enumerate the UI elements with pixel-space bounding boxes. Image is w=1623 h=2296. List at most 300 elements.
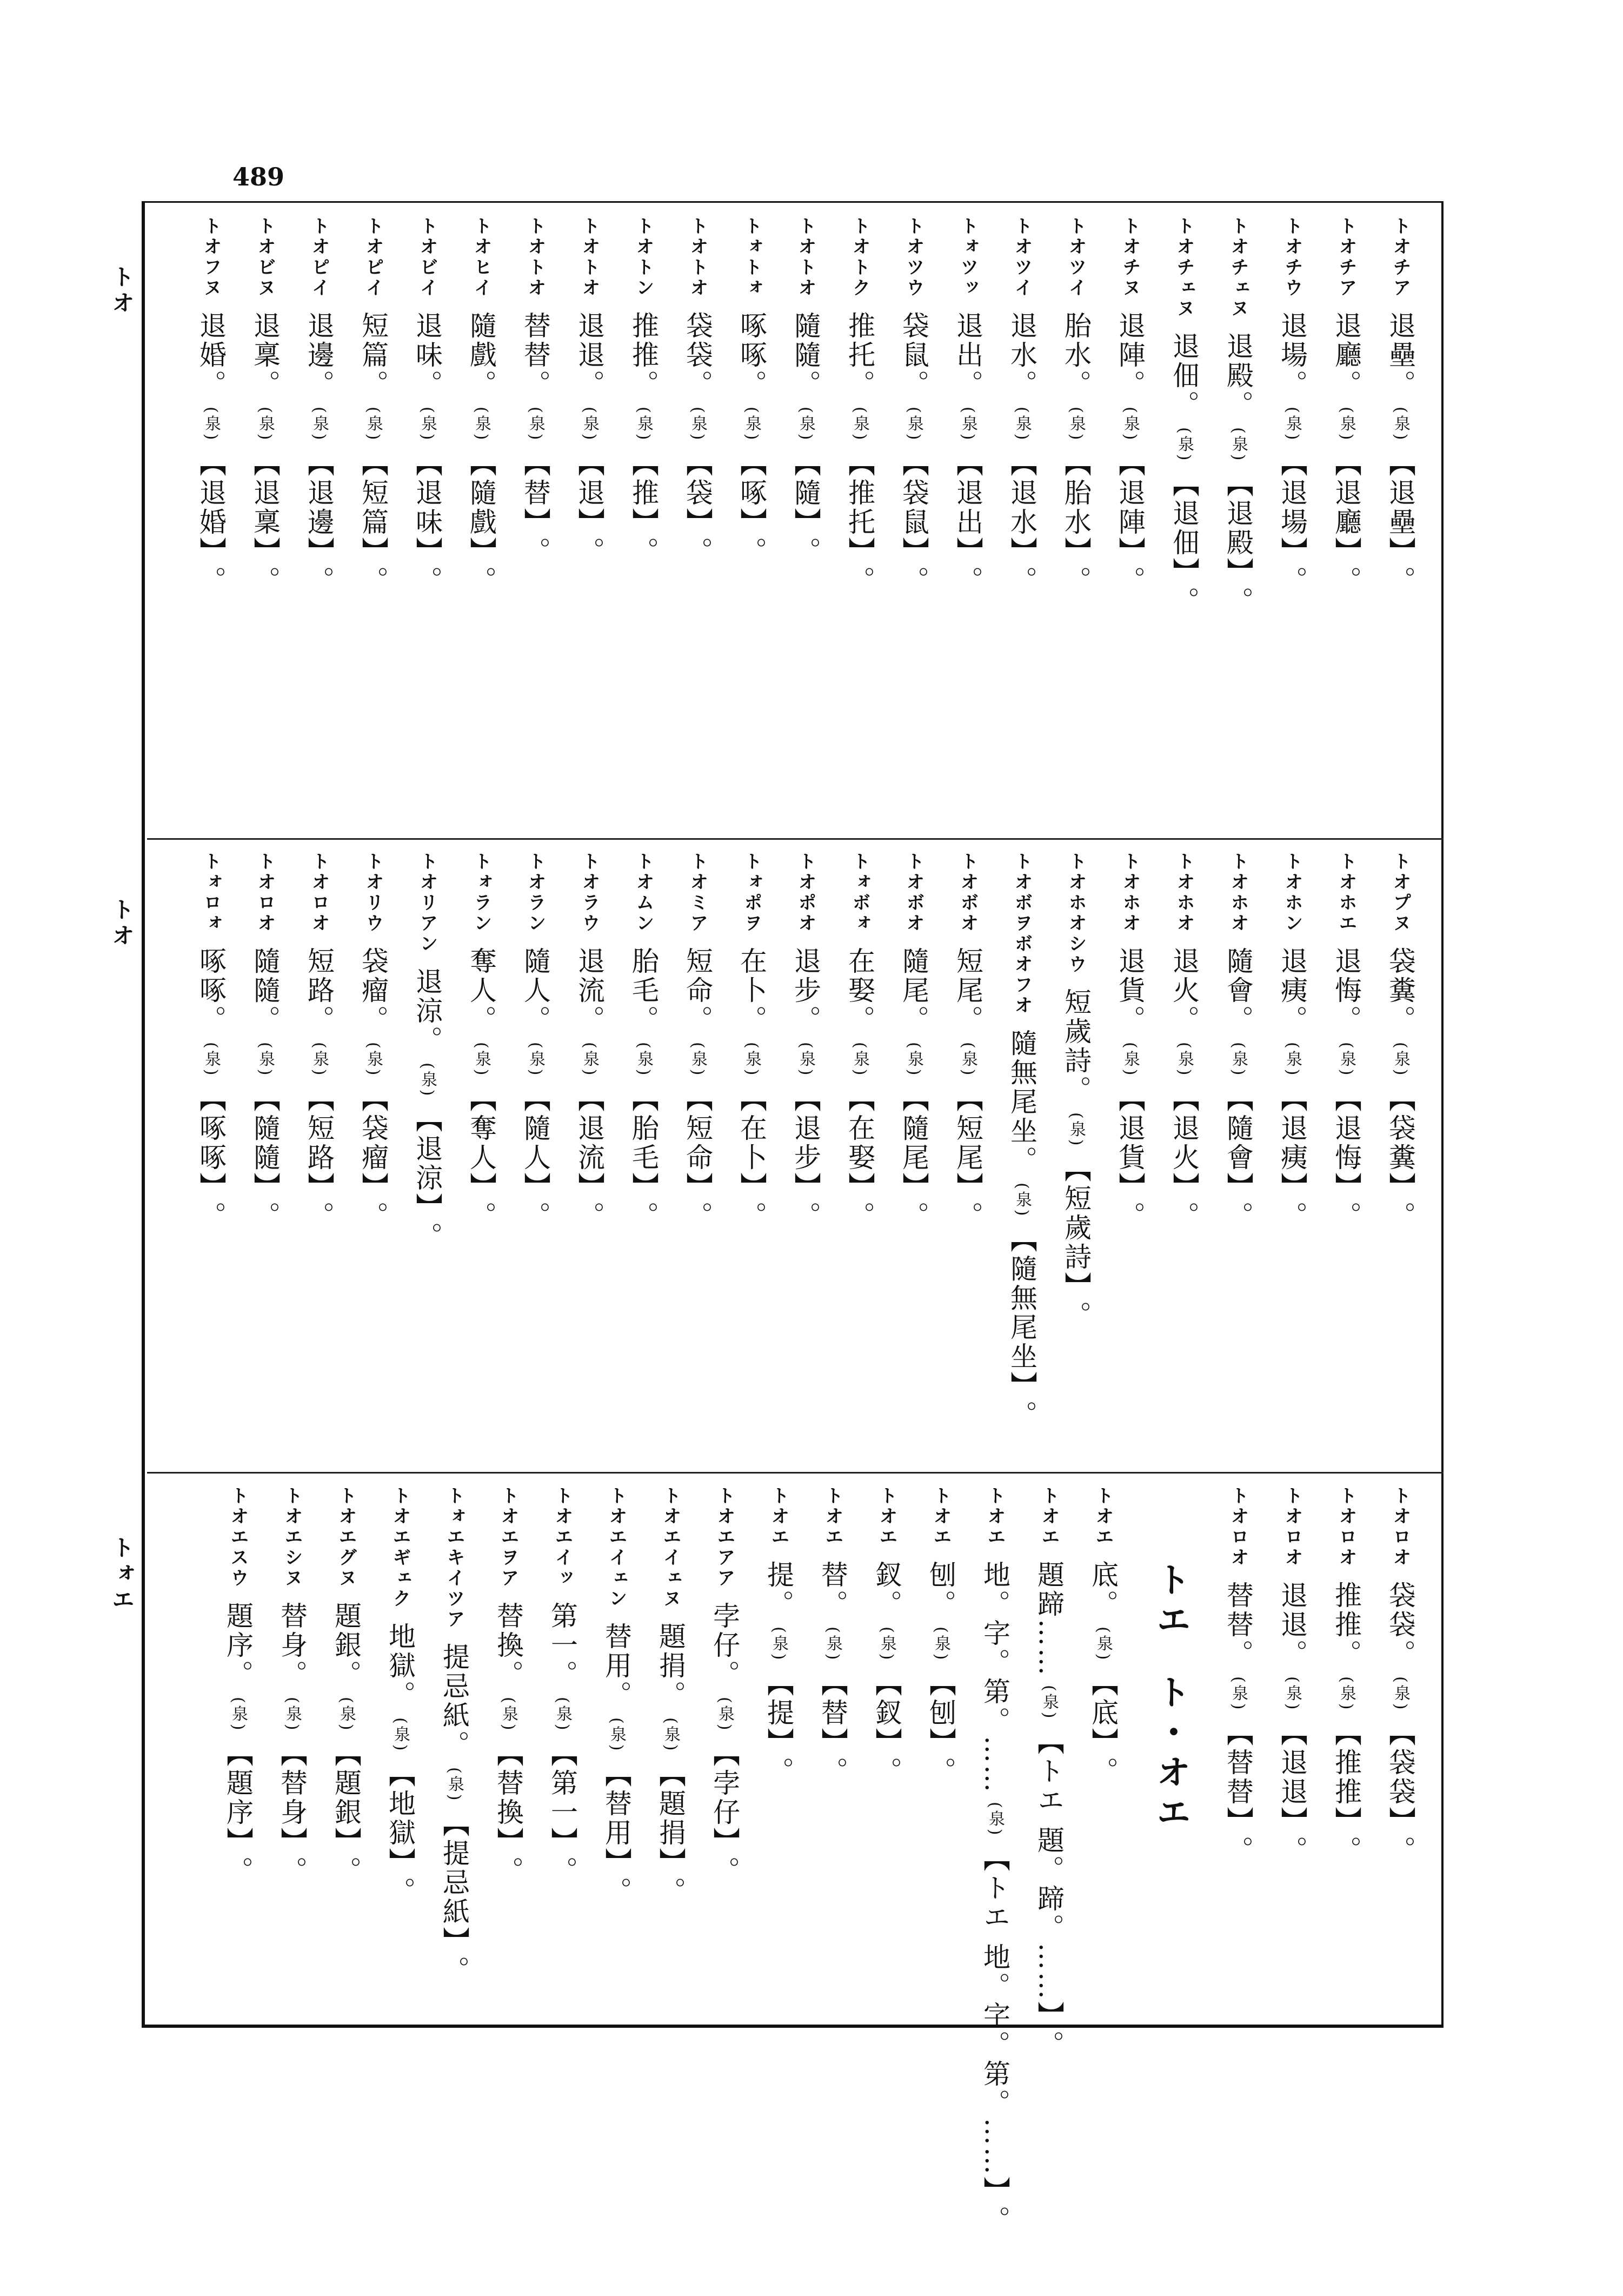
entry-source: (泉) xyxy=(1175,1042,1194,1078)
dictionary-entry xyxy=(481,1486,535,2021)
entry-terminator: 。 xyxy=(574,537,605,567)
entry-reading: トオエシヌ xyxy=(281,1486,303,1589)
entry-reference: 【 短命 】 xyxy=(670,1085,724,1202)
entry-source: (泉) xyxy=(1121,1042,1140,1078)
entry-source: (泉) xyxy=(742,407,761,442)
entry-source: (泉) xyxy=(1391,1042,1410,1078)
dictionary-entry xyxy=(1319,852,1373,1465)
entry-headword: 題銀。 xyxy=(330,1602,362,1689)
dictionary-entry xyxy=(562,216,616,822)
dictionary-entry xyxy=(1373,1486,1427,2021)
entry-headword: 短篇。 xyxy=(357,311,389,399)
entry-headword: 退佃。 xyxy=(1168,332,1200,420)
entry-terminator: 。 xyxy=(465,1202,497,1231)
entry-source: (泉) xyxy=(580,1042,599,1078)
entry-headword: 地。字。第。…… xyxy=(979,1561,1010,1794)
entry-reading: トオビイ xyxy=(416,216,438,298)
entry-reference: 【 釵 】 xyxy=(860,1669,914,1757)
entry-headword: 退涼。 xyxy=(411,967,443,1055)
dictionary-entry xyxy=(238,216,292,822)
entry-headword: 退步。 xyxy=(790,947,821,1034)
section-head-3: トォエ xyxy=(109,1536,135,1614)
dictionary-entry xyxy=(454,216,508,822)
entry-reference: 【 替身 】 xyxy=(265,1740,319,1856)
entry-source: (泉) xyxy=(202,1042,221,1078)
entry-terminator: 。 xyxy=(1006,566,1037,596)
entry-source: (泉) xyxy=(1283,1676,1302,1712)
entry-terminator: 。 xyxy=(790,537,821,567)
entry-terminator: 。 xyxy=(628,537,659,567)
entry-headword: 推推。 xyxy=(628,311,659,399)
dictionary-entry xyxy=(427,1486,481,2021)
entry-headword: 隨無尾坐。 xyxy=(1006,1029,1037,1175)
entry-reading: トオトク xyxy=(849,216,870,298)
dictionary-entry xyxy=(346,216,400,822)
dictionary-entry xyxy=(697,1486,751,2021)
entry-reference: 【 替 】 xyxy=(508,449,562,537)
entry-headword: 退陣。 xyxy=(1114,311,1146,399)
dictionary-entry xyxy=(968,1486,1022,2235)
dictionary-entry xyxy=(1373,852,1427,1465)
entry-headword: 推托。 xyxy=(844,311,875,399)
entry-reading: トオピイ xyxy=(362,216,384,298)
entry-headword: 底。 xyxy=(1087,1561,1119,1619)
entry-headword: 退出。 xyxy=(952,311,983,399)
entry-terminator: 。 xyxy=(1114,1202,1146,1231)
entry-reading: トオトオ xyxy=(687,216,708,298)
entry-reference: 【 退壘 】 xyxy=(1373,449,1427,566)
entry-terminator: 。 xyxy=(249,566,281,596)
entry-reading: トォエキイツア xyxy=(443,1486,465,1630)
entry-terminator: 。 xyxy=(222,1856,254,1886)
entry-terminator: 。 xyxy=(465,566,497,596)
entry-reference: 【 退步 】 xyxy=(779,1085,833,1202)
section-divider xyxy=(147,1472,1444,1474)
dictionary-entry xyxy=(535,1486,589,2021)
entry-source: (泉) xyxy=(256,407,275,442)
entry-source: (泉) xyxy=(796,1042,815,1078)
entry-terminator: 。 xyxy=(1087,1757,1119,1787)
entry-reference: 【 題銀 】 xyxy=(319,1740,373,1856)
entry-terminator: 。 xyxy=(844,566,875,596)
entry-reading: トオエイェン xyxy=(606,1486,627,1609)
entry-reading: トオエ xyxy=(768,1486,789,1548)
entry-source: (泉) xyxy=(1337,1042,1356,1078)
entry-headword: 替身。 xyxy=(276,1602,308,1689)
entry-headword: 短尾。 xyxy=(952,947,983,1034)
entry-reference: 【 刨 】 xyxy=(914,1669,968,1757)
entry-headword: 題捐。 xyxy=(655,1622,686,1710)
entry-headword: 第一。 xyxy=(547,1602,578,1689)
entry-reading: トオチェヌ xyxy=(1173,216,1195,319)
entry-source: (泉) xyxy=(1121,407,1140,442)
entry-reference: 【 退貨 】 xyxy=(1103,1085,1157,1202)
entry-terminator: 。 xyxy=(952,1202,983,1231)
entry-source: (泉) xyxy=(418,1063,437,1098)
entry-reading: トオロオ xyxy=(1227,1486,1249,1568)
dictionary-entry xyxy=(373,1486,427,2021)
entry-headword: 退婚。 xyxy=(195,311,227,399)
entry-terminator: 。 xyxy=(1385,1836,1416,1866)
dictionary-entry xyxy=(184,852,238,1465)
entry-reading: トオエ xyxy=(876,1486,897,1548)
entry-headword: 替換。 xyxy=(493,1602,524,1689)
entry-reading: トオエグヌ xyxy=(335,1486,357,1589)
entry-headword: 短命。 xyxy=(682,947,713,1034)
entry-source: (泉) xyxy=(364,1042,383,1078)
entry-terminator: 。 xyxy=(195,566,227,596)
entry-terminator: 。 xyxy=(628,1202,659,1231)
entry-terminator: 。 xyxy=(1168,587,1200,616)
entry-reference: 【 退涼 】 xyxy=(400,1105,454,1222)
entry-reference: 【 袋 】 xyxy=(670,449,724,537)
entry-reference: 【 推托 】 xyxy=(833,449,887,566)
dictionary-entry xyxy=(1049,216,1103,822)
entry-headword: 啄啄。 xyxy=(736,311,767,399)
entry-source: (泉) xyxy=(1229,1676,1248,1712)
entry-source: (泉) xyxy=(904,1042,923,1078)
entry-source: (泉) xyxy=(607,1717,626,1753)
entry-source: (泉) xyxy=(472,1042,491,1078)
entry-terminator: 。 xyxy=(1385,1202,1416,1231)
entry-source: (泉) xyxy=(1337,1676,1356,1712)
entry-reading: トオミア xyxy=(687,852,708,934)
entry-terminator: 。 xyxy=(547,1856,578,1886)
entry-terminator: 。 xyxy=(520,1202,551,1231)
dictionary-entry xyxy=(508,216,562,822)
entry-headword: 提忌紙。 xyxy=(438,1643,470,1760)
entry-reading: トオロオ xyxy=(1389,1486,1411,1568)
entry-reading: トオロオ xyxy=(1335,1486,1357,1568)
entry-terminator: 。 xyxy=(1060,566,1092,596)
entry-source: (泉) xyxy=(634,1042,653,1078)
entry-reading: トオツウ xyxy=(903,216,924,298)
dictionary-entry xyxy=(400,216,454,822)
dictionary-entry xyxy=(995,216,1049,822)
entry-source: (泉) xyxy=(445,1767,464,1803)
entry-headword: 退退。 xyxy=(574,311,605,399)
entry-source: (泉) xyxy=(391,1717,410,1753)
entry-reading: トオホオ xyxy=(1119,852,1141,934)
entry-reading: トオホオシウ xyxy=(1065,852,1087,975)
entry-source: (泉) xyxy=(580,407,599,442)
entry-source: (泉) xyxy=(1094,1627,1113,1662)
entry-source: (泉) xyxy=(283,1697,302,1733)
entry-source: (泉) xyxy=(661,1717,680,1753)
entry-reading: トオロオ xyxy=(254,852,276,934)
dictionary-entry xyxy=(941,852,995,1465)
entry-reading: トオツイ xyxy=(1011,216,1033,298)
entry-source: (泉) xyxy=(850,1042,869,1078)
entry-reading: トオフヌ xyxy=(200,216,222,298)
entry-reading: トオラン xyxy=(524,852,546,934)
dictionary-entry xyxy=(346,852,400,1465)
entry-terminator: 。 xyxy=(1331,566,1362,596)
entry-source: (泉) xyxy=(472,407,491,442)
entry-source: (泉) xyxy=(1229,427,1248,463)
entry-reading: トオピイ xyxy=(308,216,330,298)
entry-reference: 【 退稟 】 xyxy=(238,449,292,566)
entry-reading: トオホオ xyxy=(1227,852,1249,934)
entry-headword: 退痍。 xyxy=(1276,947,1308,1034)
entry-terminator: 。 xyxy=(1276,1836,1308,1866)
entry-terminator: 。 xyxy=(303,1202,335,1231)
entry-headword: 退場。 xyxy=(1276,311,1308,399)
entry-terminator: 。 xyxy=(1385,566,1416,596)
entry-headword: 推推。 xyxy=(1331,1581,1362,1669)
entry-terminator: 。 xyxy=(1331,1836,1362,1866)
entry-headword: 隨戲。 xyxy=(465,311,497,399)
entry-reference: 【 隨隨 】 xyxy=(238,1085,292,1202)
entry-reference: 【 替用 】 xyxy=(589,1760,643,1877)
entry-terminator: 。 xyxy=(898,1202,929,1231)
entry-headword: 隨隨。 xyxy=(249,947,281,1034)
entry-headword: 隨隨。 xyxy=(790,311,821,399)
entry-reading: トオビヌ xyxy=(254,216,276,298)
entry-source: (泉) xyxy=(688,407,707,442)
entry-headword: 釵。 xyxy=(871,1561,902,1619)
entry-reference: 【 隨尾 】 xyxy=(887,1085,941,1202)
entry-terminator: 。 xyxy=(1006,1401,1037,1430)
entry-reference: 【 退出 】 xyxy=(941,449,995,566)
entry-headword: 退貨。 xyxy=(1114,947,1146,1034)
entry-reading: トオポオ xyxy=(795,852,816,934)
entry-reference: 【 底 】 xyxy=(1076,1669,1130,1757)
dictionary-entry xyxy=(1265,216,1319,822)
entry-headword: 替用。 xyxy=(601,1622,632,1710)
entry-reading: トオボオ xyxy=(903,852,924,934)
entry-headword: 替。 xyxy=(817,1561,848,1619)
entry-reading: トオリウ xyxy=(362,852,384,934)
entry-source: (泉) xyxy=(418,407,437,442)
dictionary-entry xyxy=(400,852,454,1465)
entry-headword: 短歲詩。 xyxy=(1060,988,1092,1105)
entry-reference: 【 短篇 】 xyxy=(346,449,400,566)
entry-reading: トォトォ xyxy=(741,216,762,298)
dictionary-entry xyxy=(1157,852,1211,1465)
dictionary-entry xyxy=(1022,1486,1076,2060)
entry-headword: 奪人。 xyxy=(465,947,497,1034)
entry-headword: 退退。 xyxy=(1276,1581,1308,1669)
entry-reference: 【 退場 】 xyxy=(1265,449,1319,566)
entry-source: (泉) xyxy=(310,407,329,442)
entry-reading: トオエギェク xyxy=(389,1486,411,1609)
dictionary-entry xyxy=(1373,216,1427,822)
entry-reference: 【 退殿 】 xyxy=(1211,470,1265,587)
dictionary-entry xyxy=(1103,216,1157,822)
entry-headword: 題蹄…… xyxy=(1033,1561,1065,1677)
entry-terminator: 。 xyxy=(709,1856,740,1886)
dictionary-entry xyxy=(887,852,941,1465)
entry-source: (泉) xyxy=(769,1627,788,1662)
entry-source: (泉) xyxy=(1175,427,1194,463)
entry-reference: 【 題序 】 xyxy=(211,1740,265,1856)
entry-source: (泉) xyxy=(256,1042,275,1078)
entry-headword: 地獄。 xyxy=(384,1622,416,1710)
entry-headword: 胎毛。 xyxy=(628,947,659,1034)
entry-reading: トォボォ xyxy=(849,852,870,934)
entry-reference: 【 替替 】 xyxy=(1211,1719,1265,1836)
entry-terminator: 。 xyxy=(1060,1301,1092,1331)
dictionary-entry xyxy=(1076,1486,1130,2021)
entry-reading: トオロオ xyxy=(308,852,330,934)
entry-reading: トオトン xyxy=(633,216,654,298)
entry-reference: 【 トエ 地。字。第。…… 】 xyxy=(968,1844,1022,2206)
entry-terminator: 。 xyxy=(763,1757,794,1787)
entry-terminator: 。 xyxy=(357,1202,389,1231)
entry-reading: トオエ xyxy=(1092,1486,1114,1548)
entry-reading: トオチア xyxy=(1389,216,1411,298)
entry-terminator: 。 xyxy=(493,1856,524,1886)
entry-source: (泉) xyxy=(850,407,869,442)
entry-reading: トオロオ xyxy=(1281,1486,1303,1568)
entry-reference: 【 隨 】 xyxy=(779,449,833,537)
entry-terminator: 。 xyxy=(655,1877,686,1907)
entry-terminator: 。 xyxy=(330,1856,362,1886)
entry-headword: 退壘。 xyxy=(1385,311,1416,399)
entry-reference: 【 退流 】 xyxy=(562,1085,616,1202)
entry-headword: 替替。 xyxy=(520,311,551,399)
entry-reference: 【 退佃 】 xyxy=(1157,470,1211,587)
dictionary-entry xyxy=(1103,852,1157,1465)
entry-headword: 退味。 xyxy=(411,311,443,399)
dictionary-entry xyxy=(724,216,779,822)
dictionary-entry xyxy=(670,852,724,1465)
entry-reference: 【 短路 】 xyxy=(292,1085,346,1202)
entry-source: (泉) xyxy=(823,1627,842,1662)
entry-reading: トオエ xyxy=(930,1486,952,1548)
entry-terminator: 。 xyxy=(601,1877,632,1907)
page-number: 489 xyxy=(232,162,285,191)
entry-terminator: 。 xyxy=(1276,566,1308,596)
dictionary-entry xyxy=(833,216,887,822)
entry-terminator: 。 xyxy=(925,1757,956,1787)
entry-source: (泉) xyxy=(1229,1042,1248,1078)
entry-source: (泉) xyxy=(1067,1112,1086,1148)
entry-terminator: 。 xyxy=(1331,1202,1362,1231)
dictionary-entry xyxy=(265,1486,319,2021)
entry-reading: トオチヌ xyxy=(1119,216,1141,298)
entry-reference: 【 退痍 】 xyxy=(1265,1085,1319,1202)
dictionary-entry xyxy=(887,216,941,822)
dictionary-entry xyxy=(724,852,779,1465)
entry-source: (泉) xyxy=(959,407,977,442)
entry-terminator: 。 xyxy=(1222,1836,1254,1866)
entry-reference: 【 推推 】 xyxy=(1319,1719,1373,1836)
dictionary-entry xyxy=(238,852,292,1465)
entry-reading: トオエアア xyxy=(714,1486,735,1589)
dictionary-entry xyxy=(1211,216,1265,822)
entry-reference: 【 退味 】 xyxy=(400,449,454,566)
dictionary-entry xyxy=(1157,216,1211,822)
entry-source: (泉) xyxy=(553,1697,572,1733)
entry-terminator: 。 xyxy=(1033,2030,1065,2060)
subsection-heading-left: トエ xyxy=(1150,1562,1190,1642)
entry-source: (泉) xyxy=(1337,407,1356,442)
entry-reference: 【 隨無尾坐 】 xyxy=(995,1225,1049,1401)
entry-terminator: 。 xyxy=(438,1956,470,1986)
entry-terminator: 。 xyxy=(520,537,551,567)
entry-terminator: 。 xyxy=(1222,1202,1254,1231)
entry-headword: 隨會。 xyxy=(1222,947,1254,1034)
entry-headword: 退流。 xyxy=(574,947,605,1034)
section-3-entries xyxy=(211,1486,1427,2235)
dictionary-entry xyxy=(806,1486,860,2021)
entry-terminator: 。 xyxy=(1114,566,1146,596)
entry-terminator: 。 xyxy=(1276,1202,1308,1231)
entry-reading: トオボオ xyxy=(957,852,979,934)
entry-reading: トォツッ xyxy=(957,216,979,298)
entry-headword: 提。 xyxy=(763,1561,794,1619)
dictionary-entry xyxy=(779,216,833,822)
entry-reference: 【 奪人 】 xyxy=(454,1085,508,1202)
entry-reference: 【 啄 】 xyxy=(724,449,779,537)
entry-terminator: 。 xyxy=(411,1222,443,1252)
entry-headword: 退水。 xyxy=(1006,311,1037,399)
entry-terminator: 。 xyxy=(384,1877,416,1907)
entry-reference: 【 退陣 】 xyxy=(1103,449,1157,566)
entry-terminator: 。 xyxy=(574,1202,605,1231)
entry-headword: 隨尾。 xyxy=(898,947,929,1034)
entry-source: (泉) xyxy=(499,1697,518,1733)
dictionary-entry xyxy=(211,1486,265,2021)
dictionary-entry xyxy=(941,216,995,822)
entry-headword: 袋瘤。 xyxy=(357,947,389,1034)
entry-reading: トオトオ xyxy=(795,216,816,298)
entry-headword: 退邊。 xyxy=(303,311,335,399)
entry-reading: トオチェヌ xyxy=(1227,216,1249,319)
entry-source: (泉) xyxy=(986,1802,1005,1837)
entry-source: (泉) xyxy=(796,407,815,442)
entry-reading: トォロォ xyxy=(200,852,222,934)
entry-terminator: 。 xyxy=(817,1757,848,1787)
entry-reference: 【 推 】 xyxy=(616,449,670,537)
entry-reading: トオムン xyxy=(633,852,654,934)
dictionary-entry xyxy=(562,852,616,1465)
entry-source: (泉) xyxy=(202,407,221,442)
entry-source: (泉) xyxy=(1391,1676,1410,1712)
dictionary-entry xyxy=(1049,852,1103,1465)
entry-reference: 【 在娶 】 xyxy=(833,1085,887,1202)
entry-reading: トオリアン xyxy=(416,852,438,954)
dictionary-entry xyxy=(751,1486,806,2021)
entry-headword: 刨。 xyxy=(925,1561,956,1619)
dictionary-entry xyxy=(1265,1486,1319,2021)
entry-source: (泉) xyxy=(1391,407,1410,442)
entry-reference: 【 袋袋 】 xyxy=(1373,1719,1427,1836)
entry-source: (泉) xyxy=(877,1627,896,1662)
entry-source: (泉) xyxy=(310,1042,329,1078)
entry-source: (泉) xyxy=(526,407,545,442)
dictionary-entry xyxy=(995,852,1049,1465)
subsection-heading-right: ト・オエ xyxy=(1150,1674,1190,1834)
section-divider xyxy=(147,838,1444,840)
dictionary-entry xyxy=(1211,852,1265,1465)
entry-reference: 【 胎毛 】 xyxy=(616,1085,670,1202)
entry-reading: トオエ xyxy=(984,1486,1006,1548)
entry-reading: トオツイ xyxy=(1065,216,1087,298)
dictionary-entry xyxy=(1319,1486,1373,2021)
entry-source: (泉) xyxy=(364,407,383,442)
entry-reference: 【 短歲詩 】 xyxy=(1049,1155,1103,1301)
entry-reference: 【 隨戲 】 xyxy=(454,449,508,566)
entry-reading: トオエイェヌ xyxy=(660,1486,681,1609)
dictionary-entry xyxy=(779,852,833,1465)
entry-headword: 退火。 xyxy=(1168,947,1200,1034)
entry-terminator: 。 xyxy=(682,537,713,567)
section-head-1: トオ xyxy=(109,265,135,317)
entry-reading: トオラウ xyxy=(578,852,600,934)
